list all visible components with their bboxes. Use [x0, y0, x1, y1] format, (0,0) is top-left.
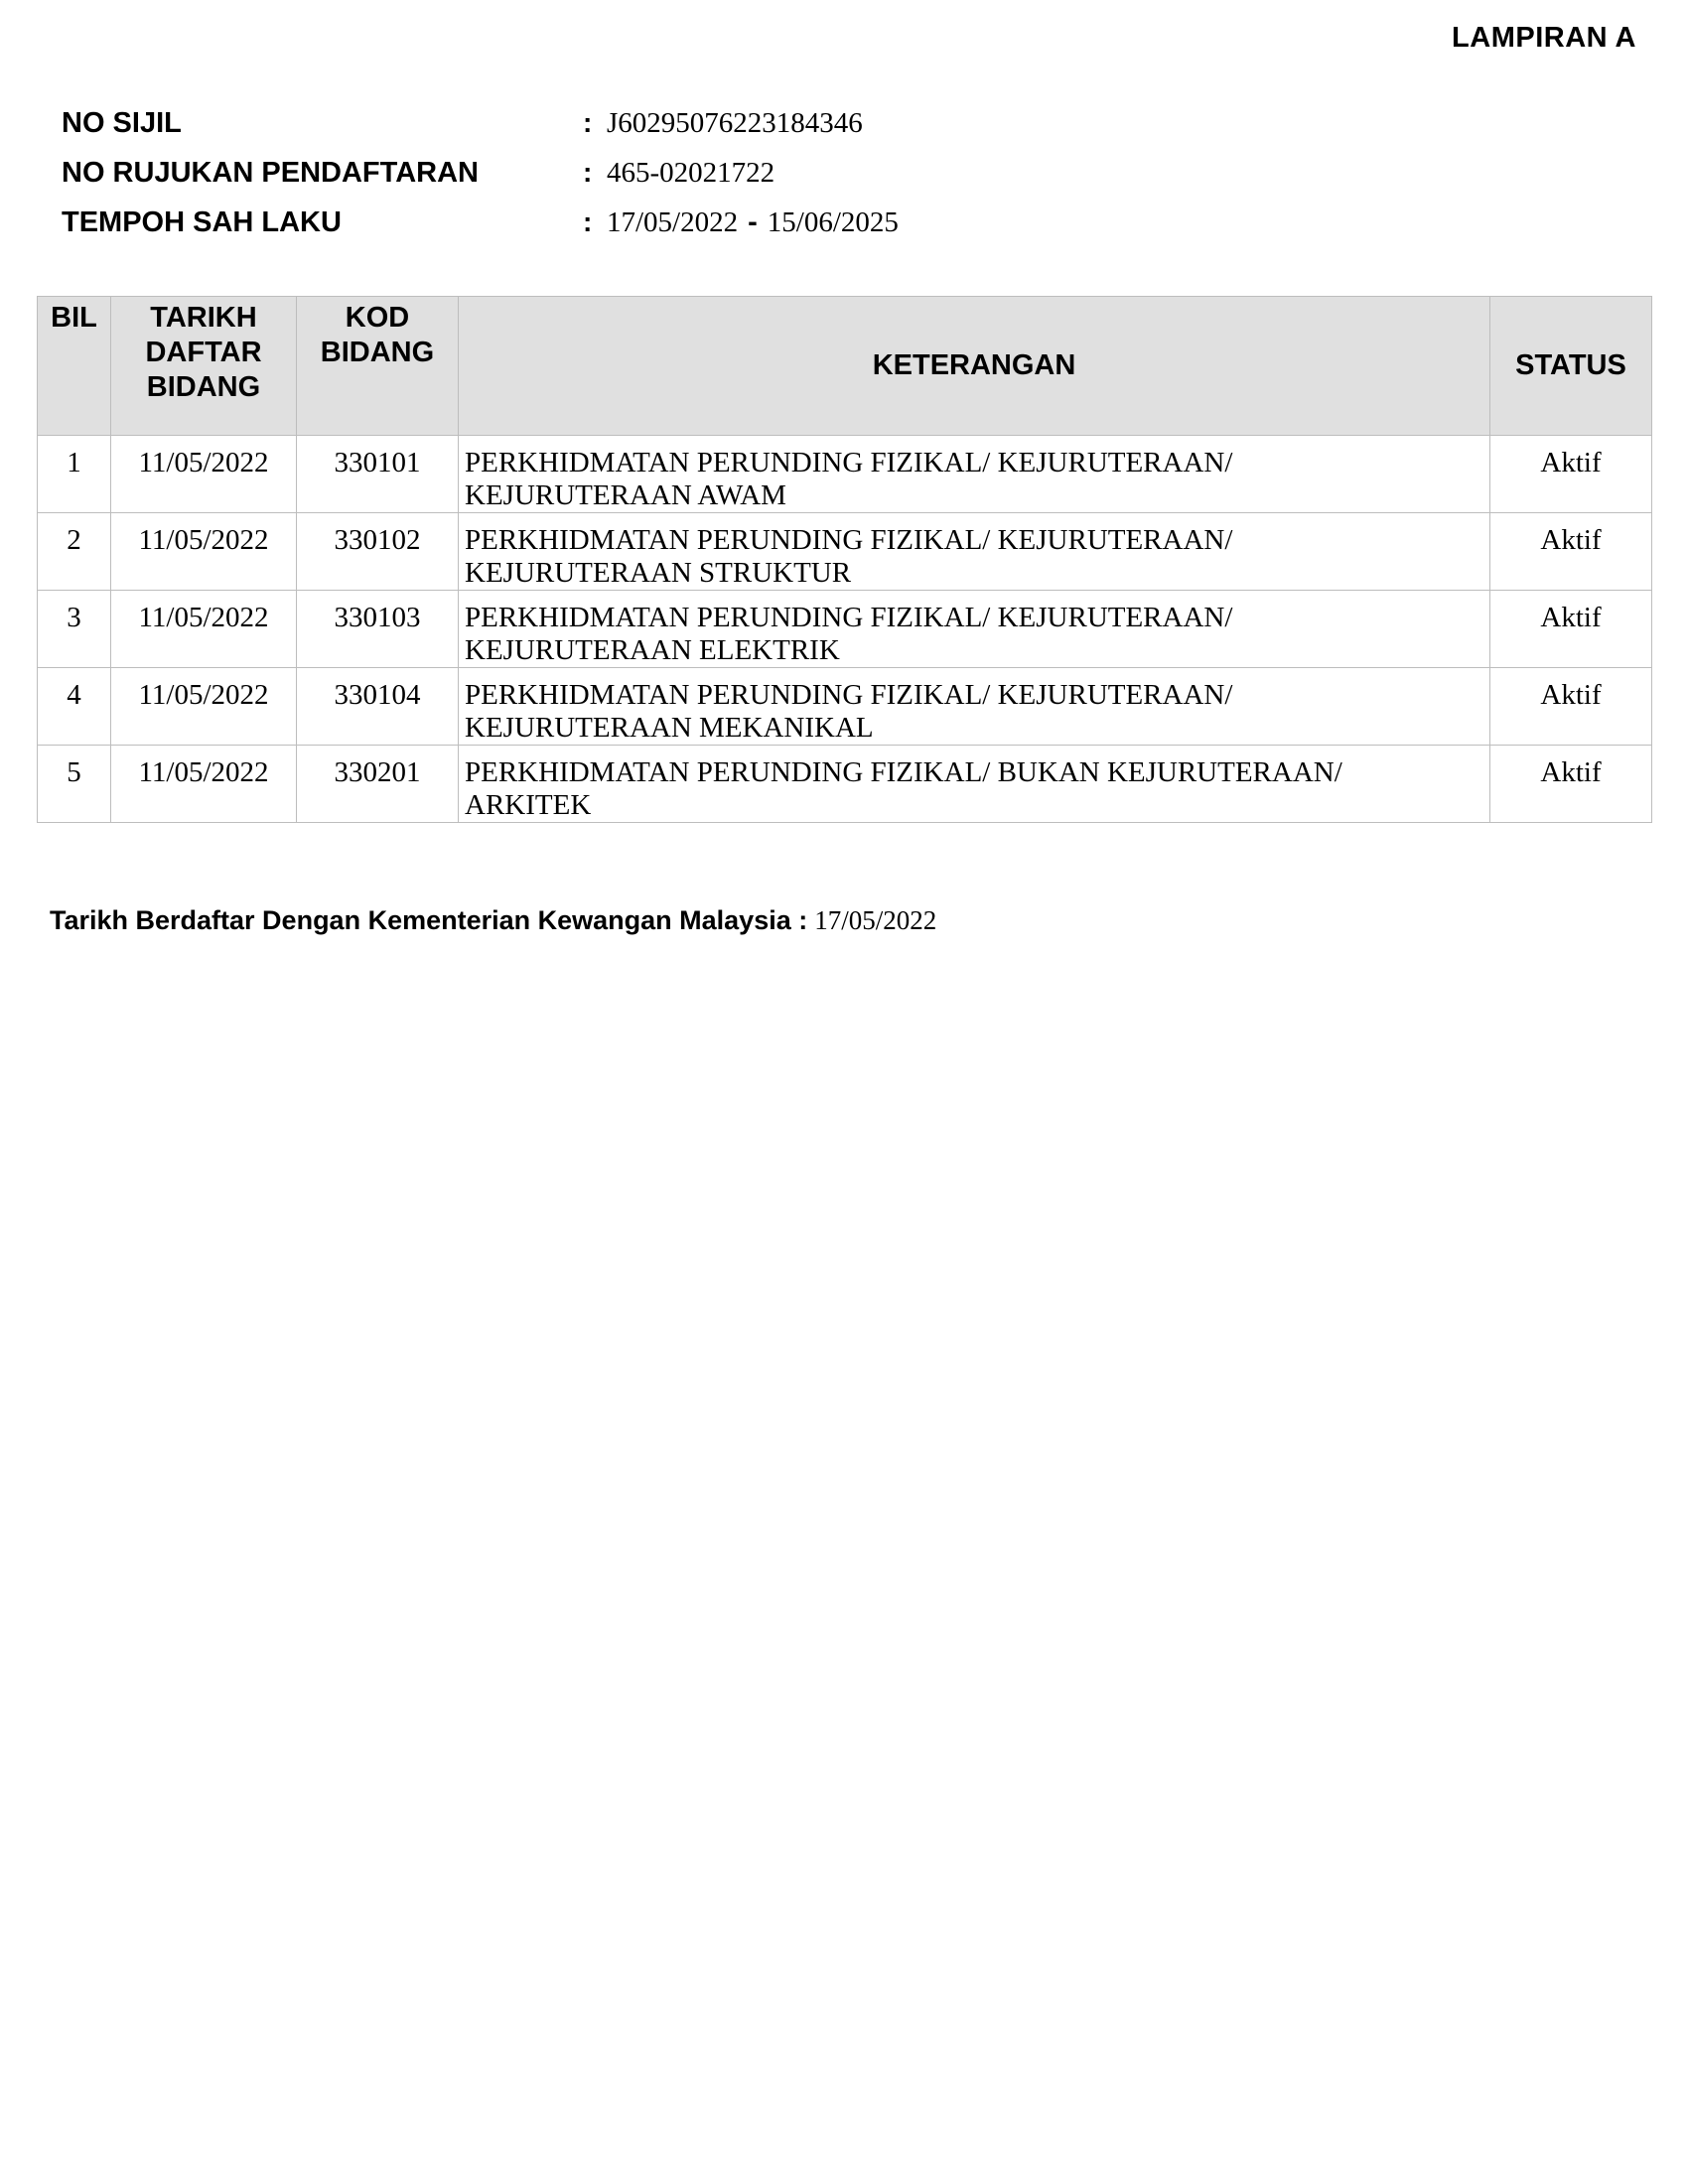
cell-keterangan [459, 591, 1490, 668]
cell-status: Aktif [1490, 591, 1652, 668]
tempoh-start: 17/05/2022 [607, 206, 739, 238]
colon: : [583, 206, 593, 237]
registration-date-value: 17/05/2022 [814, 905, 937, 935]
keterangan-line-1: PERKHIDMATAN PERUNDING FIZIKAL/ KEJURUTERAAN/ [465, 447, 1233, 478]
cell-bil: 3 [38, 591, 111, 668]
tempoh-end: 15/06/2025 [767, 206, 899, 238]
keterangan-line-2: ARKITEK [465, 789, 592, 821]
cell-kod: 330103 [297, 591, 459, 668]
cell-status: Aktif [1490, 436, 1652, 513]
cell-keterangan [459, 436, 1490, 513]
keterangan-line-1: PERKHIDMATAN PERUNDING FIZIKAL/ KEJURUTERAAN/ [465, 524, 1233, 556]
certificate-info [62, 107, 899, 256]
cell-bil: 2 [38, 513, 111, 591]
bidang-table [37, 296, 1652, 823]
cell-tarikh: 11/05/2022 [111, 668, 297, 746]
table-row [38, 591, 1652, 668]
cell-keterangan [459, 746, 1490, 823]
cell-kod: 330104 [297, 668, 459, 746]
registration-date-line [50, 905, 936, 937]
cell-kod: 330201 [297, 746, 459, 823]
header-kod-bidang: KOD BIDANG [297, 297, 459, 436]
info-row-no-sijil [62, 107, 899, 157]
colon: : [583, 107, 593, 138]
no-rujukan-label: NO RUJUKAN PENDAFTARAN [62, 157, 479, 189]
cell-status: Aktif [1490, 668, 1652, 746]
keterangan-line-2: KEJURUTERAAN AWAM [465, 479, 786, 511]
cell-keterangan [459, 668, 1490, 746]
header-status: STATUS [1490, 297, 1652, 436]
cell-tarikh: 11/05/2022 [111, 591, 297, 668]
no-sijil-value: J60295076223184346 [607, 107, 863, 139]
lampiran-title: LAMPIRAN A [1452, 22, 1636, 54]
info-row-no-rujukan [62, 157, 899, 206]
tempoh-value [607, 206, 899, 239]
tempoh-label: TEMPOH SAH LAKU [62, 206, 342, 238]
keterangan-line-1: PERKHIDMATAN PERUNDING FIZIKAL/ KEJURUTERAAN/ [465, 679, 1233, 711]
cell-status: Aktif [1490, 746, 1652, 823]
cell-keterangan [459, 513, 1490, 591]
keterangan-line-1: PERKHIDMATAN PERUNDING FIZIKAL/ BUKAN KEJURUTERAAN/ [465, 756, 1342, 788]
tempoh-separator: - [748, 206, 758, 238]
no-sijil-label: NO SIJIL [62, 107, 182, 139]
table-row [38, 513, 1652, 591]
table-row [38, 668, 1652, 746]
keterangan-line-2: KEJURUTERAAN STRUKTUR [465, 557, 852, 589]
table-row [38, 436, 1652, 513]
info-row-tempoh [62, 206, 899, 256]
cell-tarikh: 11/05/2022 [111, 513, 297, 591]
registration-date-label: Tarikh Berdaftar Dengan Kementerian Kewangan Malaysia : [50, 905, 808, 935]
table-header-row [38, 297, 1652, 436]
header-bil: BIL [38, 297, 111, 436]
table-row [38, 746, 1652, 823]
keterangan-line-2: KEJURUTERAAN MEKANIKAL [465, 712, 874, 744]
colon: : [583, 157, 593, 188]
keterangan-line-1: PERKHIDMATAN PERUNDING FIZIKAL/ KEJURUTERAAN/ [465, 602, 1233, 633]
header-keterangan: KETERANGAN [459, 297, 1490, 436]
cell-kod: 330102 [297, 513, 459, 591]
header-tarikh-daftar-bidang: TARIKH DAFTAR BIDANG [111, 297, 297, 436]
no-rujukan-value: 465-02021722 [607, 157, 775, 189]
cell-bil: 1 [38, 436, 111, 513]
cell-tarikh: 11/05/2022 [111, 436, 297, 513]
cell-tarikh: 11/05/2022 [111, 746, 297, 823]
cell-bil: 4 [38, 668, 111, 746]
cell-status: Aktif [1490, 513, 1652, 591]
keterangan-line-2: KEJURUTERAAN ELEKTRIK [465, 634, 840, 666]
cell-bil: 5 [38, 746, 111, 823]
cell-kod: 330101 [297, 436, 459, 513]
